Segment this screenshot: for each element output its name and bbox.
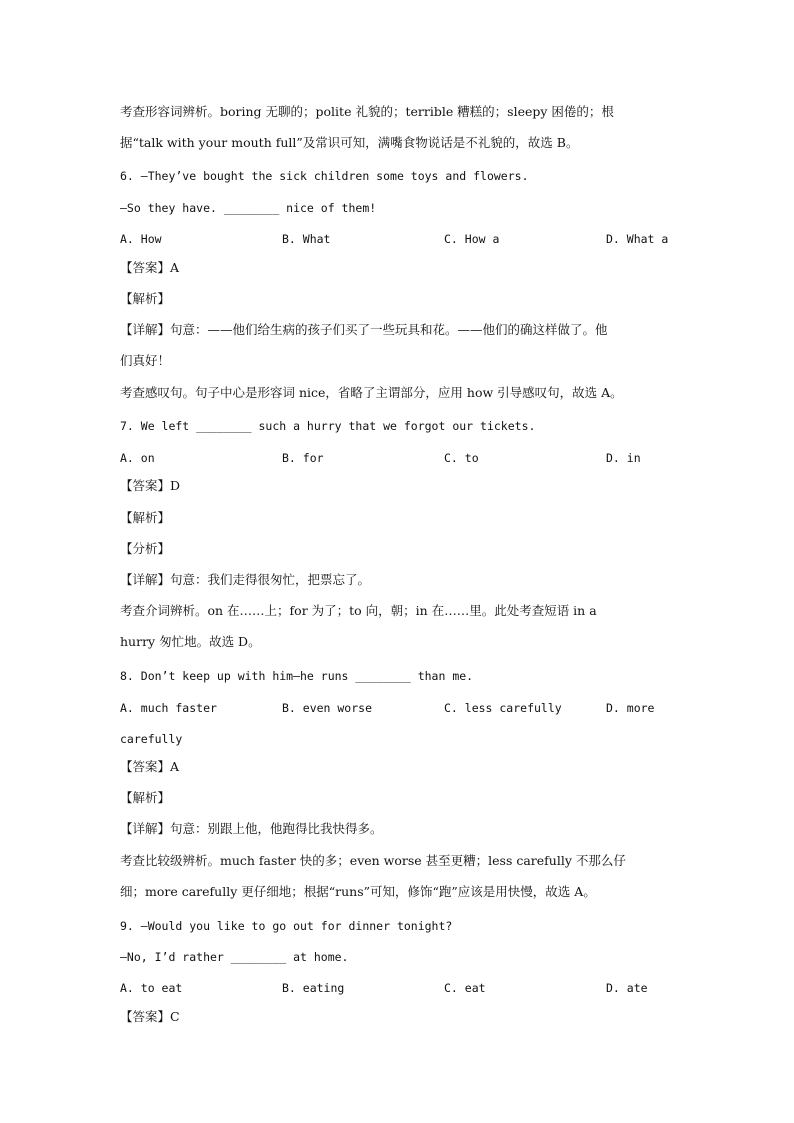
question-8-stem: 8. Don’t keep up with him—he runs ________ than me. [120, 669, 474, 683]
option-c: C. to [444, 451, 479, 465]
explanation-line: 细；more carefully 更仔细地；根据“runs”可知，修饰“跑”应该是用快慢，故选 A。 [120, 884, 596, 899]
option-c: C. eat [444, 981, 486, 995]
explanation-line: 考查介词辨析。on 在……上；for 为了；to 向，朝；in 在……里。此处考查短语 in a [120, 603, 597, 618]
explanation-line: 据“talk with your mouth full”及常识可知，满嘴食物说话是不礼貌的，故选 B。 [120, 135, 579, 150]
answer-label: 【答案】A [120, 260, 180, 275]
analysis-label: 【解析】 [120, 291, 171, 306]
option-b: B. What [282, 232, 331, 246]
analysis-label: 【解析】 [120, 790, 171, 805]
explanation-line: hurry 匆忙地。故选 D。 [120, 634, 261, 649]
option-c: C. How a [444, 232, 500, 246]
option-a: A. to eat [120, 981, 183, 995]
option-b: B. eating [282, 981, 345, 995]
option-a: A. much faster [120, 701, 217, 715]
question-6-stem: 6. —They’ve bought the sick children some toys and flowers. [120, 169, 529, 183]
answer-label: 【答案】A [120, 759, 180, 774]
option-b: B. even worse [282, 701, 373, 715]
option-d-wrap: carefully [120, 732, 183, 746]
detail-line: 【详解】句意：我们走得很匆忙，把票忘了。 [120, 572, 371, 587]
explanation-line: 考查感叹句。句子中心是形容词 nice，省略了主谓部分，应用 how 引导感叹句，故选 A。 [120, 385, 623, 400]
answer-label: 【答案】C [120, 1009, 180, 1024]
option-c: C. less carefully [444, 701, 562, 715]
question-9-stem: 9. —Would you like to go out for dinner tonight? [120, 919, 453, 933]
detail-line: 们真好！ [120, 353, 171, 368]
detail-line: 【详解】句意：——他们给生病的孩子们买了一些玩具和花。——他们的确这样做了。他 [120, 322, 608, 337]
option-d: D. What a [606, 232, 669, 246]
question-9-stem: —No, I’d rather ________ at home. [120, 950, 349, 964]
question-7-stem: 7. We left ________ such a hurry that we forgot our tickets. [120, 419, 536, 433]
detail-line: 【详解】句意：别跟上他，他跑得比我快得多。 [120, 821, 383, 836]
option-b: B. for [282, 451, 324, 465]
question-9-options [120, 980, 680, 996]
explanation-line: 考查比较级辨析。much faster 快的多；even worse 甚至更糟；less carefully 不那么仔 [120, 853, 626, 868]
analysis-label: 【解析】 [120, 510, 171, 525]
option-d: D. ate [606, 981, 648, 995]
option-d: D. in [606, 451, 641, 465]
option-d: D. more [606, 701, 655, 715]
option-a: A. on [120, 451, 155, 465]
question-8-options [120, 700, 680, 716]
question-7-options [120, 450, 680, 466]
fenxi-label: 【分析】 [120, 541, 171, 556]
explanation-line: 考查形容词辨析。boring 无聊的；polite 礼貌的；terrible 糟糕的；sleepy 困倦的；根 [120, 104, 614, 119]
question-6-stem: —So they have. ________ nice of them! [120, 201, 377, 215]
option-a: A. How [120, 232, 162, 246]
answer-label: 【答案】D [120, 478, 181, 493]
question-6-options [120, 231, 680, 247]
